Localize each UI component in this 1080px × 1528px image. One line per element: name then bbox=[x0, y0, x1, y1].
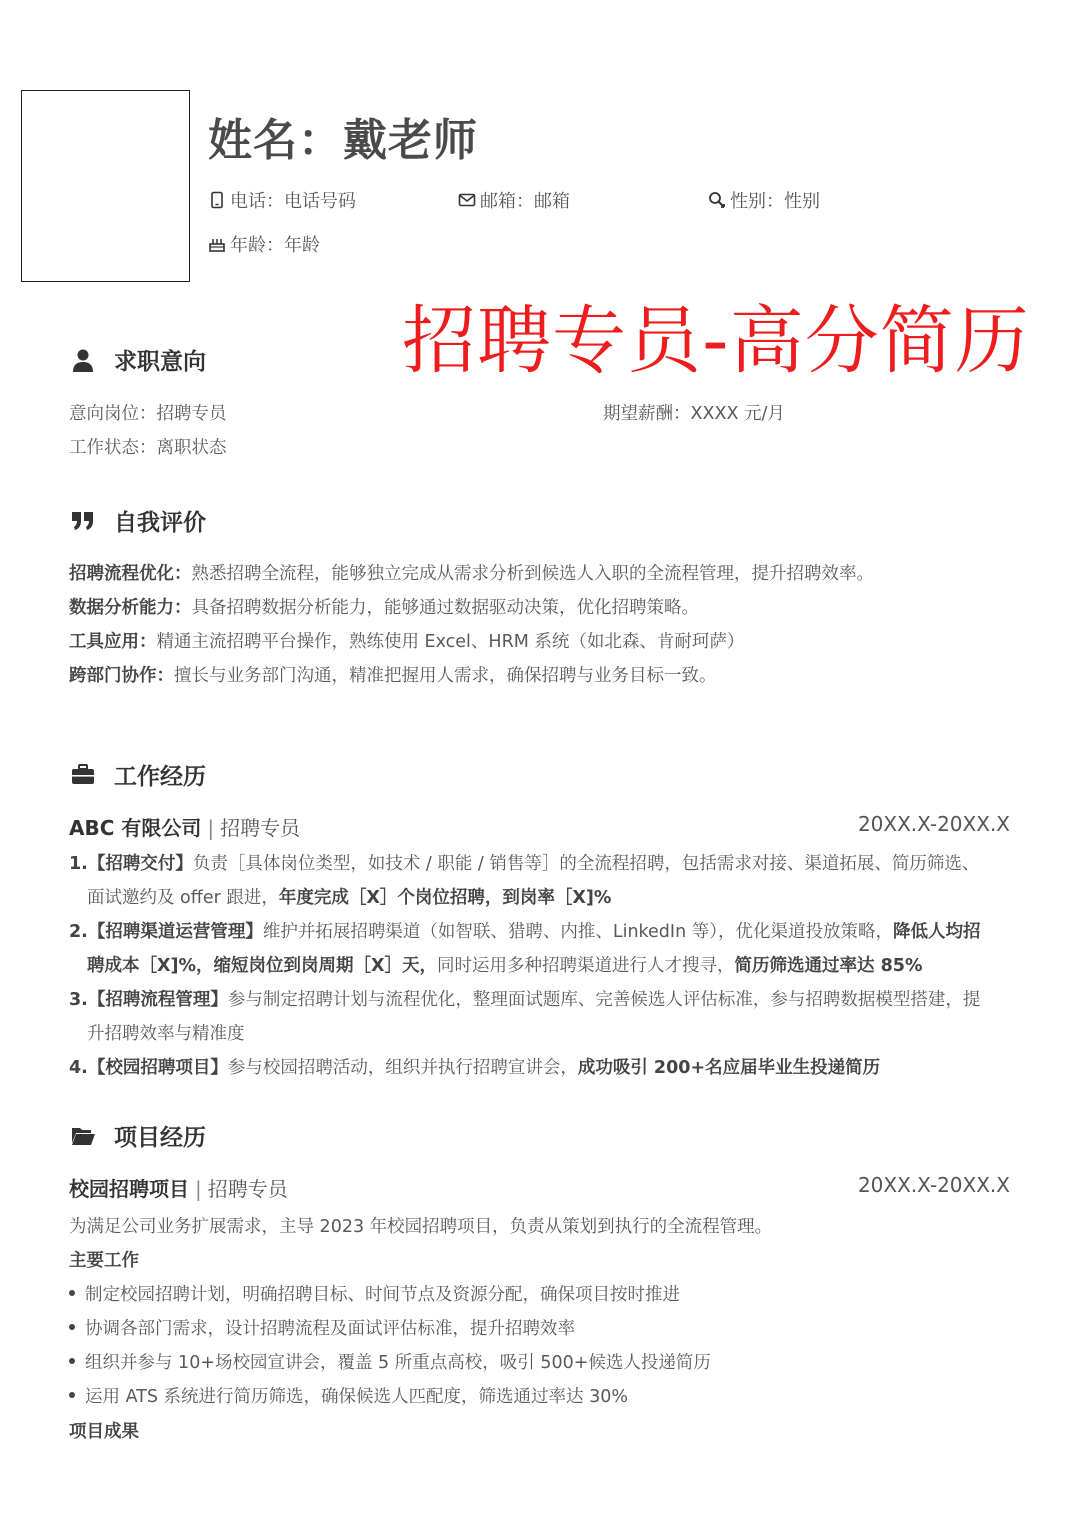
phone-text: 电话：电话号码 bbox=[230, 191, 356, 212]
person-icon bbox=[70, 347, 96, 373]
mail-icon bbox=[458, 191, 476, 209]
section-title: 项目经历 bbox=[114, 1125, 206, 1151]
email-text: 邮箱：邮箱 bbox=[480, 191, 570, 212]
list-item: 制定校园招聘计划，明确招聘目标、时间节点及资源分配，确保项目按时推进 bbox=[69, 1281, 680, 1306]
briefcase-icon bbox=[70, 762, 96, 788]
work-item: 1.【招聘交付】负责［具体岗位类型，如技术 / 职能 / 销售等］的全流程招聘，包括需求对接、渠道拓展、简历筛选、 面试邀约及 offer 跟进，年度完成［X］个岗位招聘，到岗率［X]% bbox=[69, 854, 980, 908]
photo-placeholder bbox=[21, 90, 190, 282]
project-name: 校园招聘项目 bbox=[69, 1177, 189, 1201]
list-item: 协调各部门需求，设计招聘流程及面试评估标准，提升招聘效率 bbox=[69, 1315, 575, 1340]
gender-icon bbox=[708, 191, 726, 209]
section-work bbox=[70, 758, 206, 791]
phone-item bbox=[208, 187, 356, 213]
email-item bbox=[458, 187, 570, 213]
project-result-label: 项目成果 bbox=[69, 1422, 139, 1442]
folder-open-icon bbox=[70, 1123, 96, 1149]
age-item bbox=[208, 231, 320, 257]
age-text: 年龄：年龄 bbox=[230, 235, 320, 256]
company-name: ABC 有限公司 bbox=[69, 816, 202, 840]
work-item: 4.【校园招聘项目】参与校园招聘活动，组织并执行招聘宣讲会，成功吸引 200+名应届毕业生投递简历 bbox=[69, 1058, 881, 1078]
self-eval-item: 招聘流程优化：熟悉招聘全流程，能够独立完成从需求分析到候选人入职的全流程管理，提升招聘效率。 bbox=[69, 564, 874, 584]
cake-icon bbox=[208, 235, 226, 253]
project-summary: 为满足公司业务扩展需求，主导 2023 年校园招聘项目，负责从策划到执行的全流程管理。 bbox=[69, 1217, 773, 1237]
work-period: 20XX.X-20XX.X bbox=[857, 812, 1010, 836]
section-title: 工作经历 bbox=[114, 764, 206, 790]
section-self-eval bbox=[70, 504, 206, 537]
main-work-label: 主要工作 bbox=[69, 1251, 139, 1271]
gender-text: 性别：性别 bbox=[730, 191, 820, 212]
section-project bbox=[70, 1119, 206, 1152]
list-item: 组织并参与 10+场校园宣讲会，覆盖 5 所重点高校，吸引 500+候选人投递简历 bbox=[69, 1349, 711, 1374]
self-eval-item: 跨部门协作：擅长与业务部门沟通，精准把握用人需求，确保招聘与业务目标一致。 bbox=[69, 666, 717, 686]
section-intent bbox=[70, 343, 206, 376]
self-eval-item: 数据分析能力：具备招聘数据分析能力，能够通过数据驱动决策，优化招聘策略。 bbox=[69, 598, 699, 618]
work-item: 2.【招聘渠道运营管理】维护并拓展招聘渠道（如智联、猎聘、内推、LinkedIn 等），优化渠道投放策略，降低人均招 聘成本［X]%，缩短岗位到岗周期［X］天，同时运用多种招聘渠道进行人才搜寻，简历筛选通过率达 85% bbox=[69, 922, 981, 976]
intent-status: 工作状态：离职状态 bbox=[69, 438, 227, 458]
candidate-name: 姓名：戴老师 bbox=[208, 115, 478, 166]
work-item: 3.【招聘流程管理】参与制定招聘计划与流程优化，整理面试题库、完善候选人评估标准，参与招聘数据模型搭建，提 升招聘效率与精准度 bbox=[69, 990, 981, 1044]
job-role: 招聘专员 bbox=[220, 816, 301, 840]
project-role: 招聘专员 bbox=[207, 1177, 288, 1201]
work-header: ABC 有限公司 | 招聘专员 20XX.X-20XX.X bbox=[69, 812, 1010, 840]
intent-position: 意向岗位：招聘专员 bbox=[69, 404, 227, 424]
project-header: 校园招聘项目 | 招聘专员 20XX.X-20XX.X bbox=[69, 1173, 1010, 1201]
phone-icon bbox=[208, 191, 226, 209]
list-item: 运用 ATS 系统进行简历筛选，确保候选人匹配度，筛选通过率达 30% bbox=[69, 1383, 628, 1408]
quote-icon bbox=[70, 508, 96, 534]
project-period: 20XX.X-20XX.X bbox=[857, 1173, 1010, 1197]
intent-salary: 期望薪酬：XXXX 元/月 bbox=[603, 404, 785, 424]
gender-item bbox=[708, 187, 820, 213]
overlay-title: 招聘专员-高分简历 bbox=[402, 298, 1030, 384]
self-eval-item: 工具应用：精通主流招聘平台操作，熟练使用 Excel、HRM 系统（如北森、肯耐珂萨） bbox=[69, 632, 745, 652]
section-title: 自我评价 bbox=[114, 510, 206, 536]
section-title: 求职意向 bbox=[114, 349, 206, 375]
